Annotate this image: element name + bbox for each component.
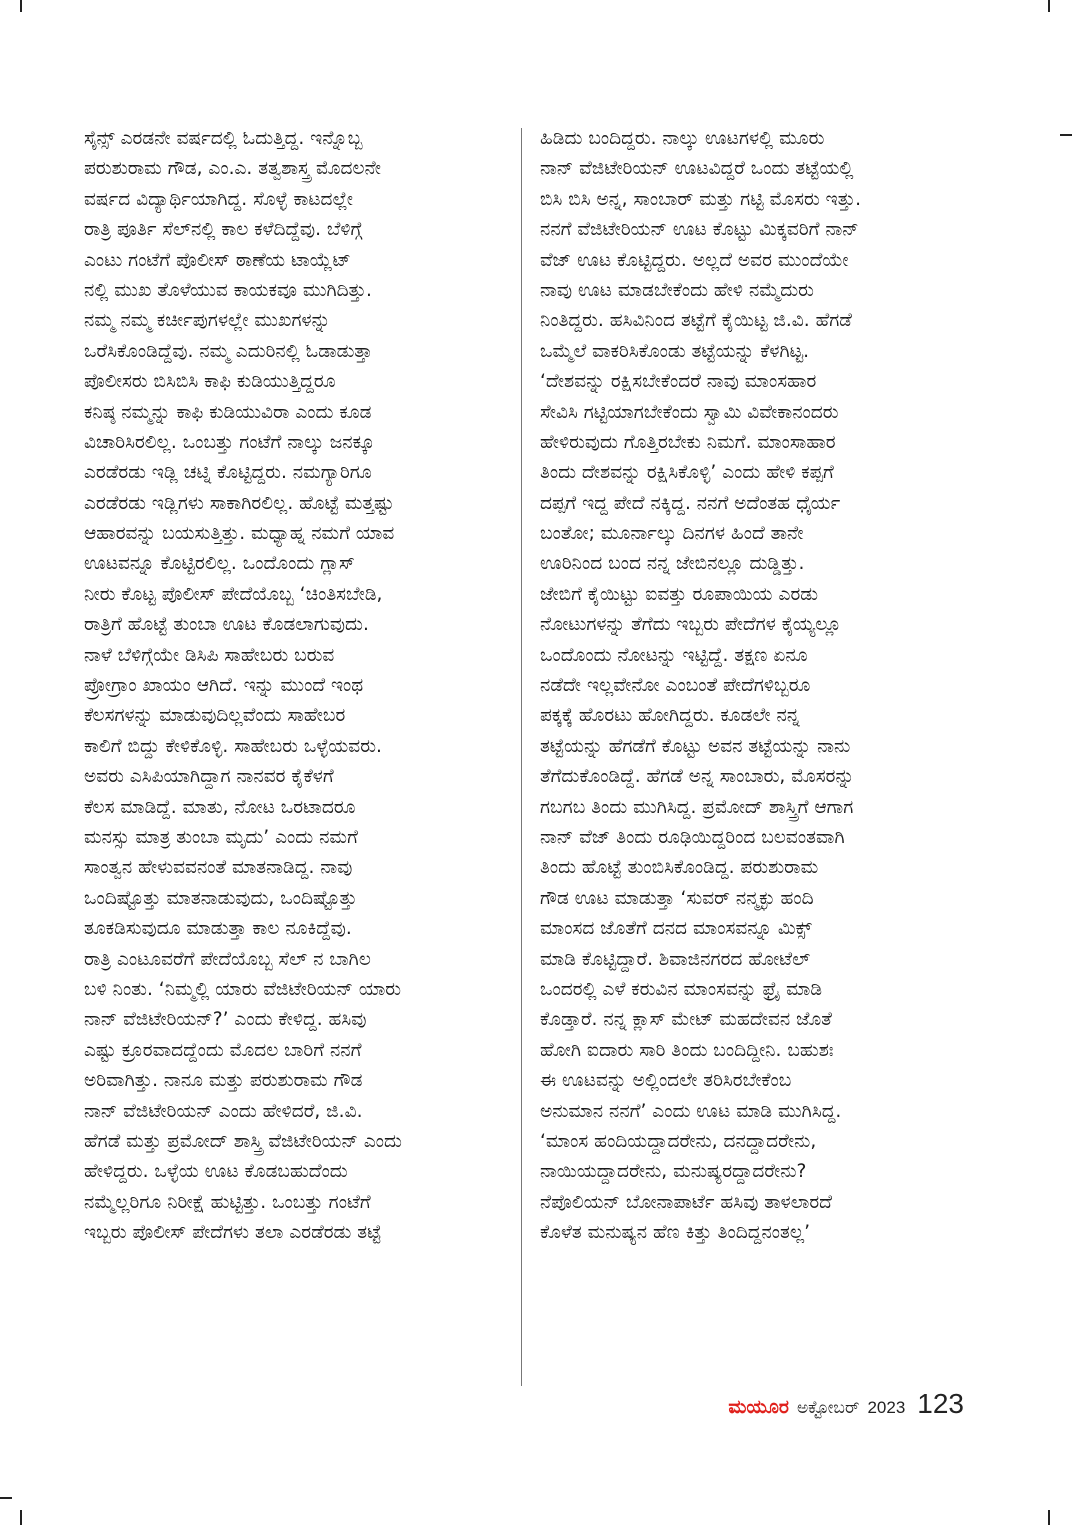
text-line: ಸೈನ್ಸ್ ಎರಡನೇ ವರ್ಷದಲ್ಲಿ ಓದುತ್ತಿದ್ದ. ಇನ್ನೊಬ್ಬ — [84, 128, 363, 149]
text-line: ನನಗೆ ವೆಜಿಟೇರಿಯನ್ ಊಟ ಕೊಟ್ಟು ಮಿಕ್ಕವರಿಗೆ ನಾನ್ — [540, 219, 859, 241]
text-line: ತೂಕಡಿಸುವುದೂ ಮಾಡುತ್ತಾ ಕಾಲ ನೂಕಿದ್ದೆವು. — [84, 918, 352, 940]
column-divider — [521, 128, 522, 1386]
text-line: ಸಾಂತ್ವನ ಹೇಳುವವನಂತೆ ಮಾತನಾಡಿದ್ದ. ನಾವು — [84, 857, 353, 879]
text-line: ಎಂಟು ಗಂಟೆಗೆ ಪೊಲೀಸ್ ಠಾಣೆಯ ಟಾಯ್ಲೆಟ್ — [84, 249, 351, 271]
crop-mark-top-right — [1048, 0, 1050, 12]
text-line: ನಲ್ಲಿ ಮುಖ ತೊಳೆಯುವ ಕಾಯಕವೂ ಮುಗಿದಿತ್ತು. — [84, 279, 372, 301]
text-line: ಕೊಡ್ತಾರೆ. ನನ್ನ ಕ್ಲಾಸ್ ಮೇಟ್ ಮಹದೇವನ ಜೊತೆ — [540, 1009, 832, 1031]
text-line: ಬಂತೋ; ಮೂರ್ನಾಲ್ಕು ದಿನಗಳ ಹಿಂದೆ ತಾನೇ — [540, 523, 804, 545]
text-line: ತಿಂದು ದೇಶವನ್ನು ರಕ್ಷಿಸಿಕೊಳ್ಳಿ’ ಎಂದು ಹೇಳಿ ಕಪ್ಪಗೆ — [540, 462, 834, 484]
text-line: ನಡೆದೇ ಇಲ್ಲವೇನೋ ಎಂಬಂತೆ ಪೇದೆಗಳಿಬ್ಬರೂ — [540, 675, 811, 697]
text-line: ನಾವು ಊಟ ಮಾಡಬೇಕೆಂದು ಹೇಳಿ ನಮ್ಮೆದುರು — [540, 279, 814, 301]
text-line: ನೀರು ಕೊಟ್ಟ ಪೊಲೀಸ್ ಪೇದೆಯೊಬ್ಬ ‘ಚಿಂತಿಸಬೇಡಿ, — [84, 583, 383, 605]
text-line: ಎಷ್ಟು ಕ್ರೂರವಾದದ್ದೆಂದು ಮೊದಲ ಬಾರಿಗೆ ನನಗೆ — [84, 1039, 362, 1061]
text-line: ನಾಳೆ ಬೆಳಿಗ್ಗೆಯೇ ಡಿಸಿಪಿ ಸಾಹೇಬರು ಬರುವ — [84, 644, 335, 666]
crop-mark-bottom-right — [1048, 1510, 1050, 1525]
text-line: ಅವರು ಎಸಿಪಿಯಾಗಿದ್ದಾಗ ನಾನವರ ಕೈಕೆಳಗೆ — [84, 766, 334, 788]
text-line: ಪರುಶುರಾಮ ಗೌಡ, ಎಂ.ಎ. ತತ್ವಶಾಸ್ತ್ರ ಮೊದಲನೇ — [84, 158, 382, 180]
text-line: ನಾನ್ ವೆಜ್ ತಿಂದು ರೂಢಿಯಿದ್ದರಿಂದ ಬಲವಂತವಾಗಿ — [540, 826, 845, 848]
issue-year: 2023 — [867, 1398, 906, 1417]
text-line: ಮಾಡಿ ಕೊಟ್ಟಿದ್ದಾರೆ. ಶಿವಾಜಿನಗರದ ಹೋಟೆಲ್ — [540, 948, 811, 970]
text-line: ನಾಯಿಯದ್ದಾದರೇನು, ಮನುಷ್ಯರದ್ದಾದರೇನು? — [540, 1161, 807, 1183]
text-line: ಬಿಸಿ ಬಿಸಿ ಅನ್ನ, ಸಾಂಬಾರ್ ಮತ್ತು ಗಟ್ಟಿ ಮೊಸರು ಇತ್ತು. — [540, 188, 862, 210]
page-number: 123 — [917, 1388, 964, 1419]
text-line: ನೋಟುಗಳನ್ನು ತೆಗೆದು ಇಬ್ಬರು ಪೇದೆಗಳ ಕೈಯ್ಯಲ್ಲೂ — [540, 614, 842, 636]
text-line: ‘ಮಾಂಸ ಹಂದಿಯದ್ದಾದರೇನು, ದನದ್ದಾದರೇನು, — [540, 1130, 817, 1152]
text-line: ಕೆಲಸ ಮಾಡಿದ್ದೆ. ಮಾತು, ನೋಟ ಒರಟಾದರೂ — [84, 796, 356, 818]
text-line: ಒಂದೊಂದು ನೋಟನ್ನು ಇಟ್ಟಿದ್ದೆ. ತಕ್ಷಣ ಏನೂ — [540, 644, 808, 666]
text-line: ತಟ್ಟೆಯನ್ನು ಹೆಗಡೆಗೆ ಕೊಟ್ಟು ಅವನ ತಟ್ಟೆಯನ್ನು ನಾನು — [540, 735, 851, 757]
text-line: ಕೆಲಸಗಳನ್ನು ಮಾಡುವುದಿಲ್ಲವೆಂದು ಸಾಹೇಬರ — [84, 705, 346, 727]
text-line: ನಾನ್ ವೆಜಿಟೇರಿಯನ್ ಎಂದು ಹೇಳಿದರೆ, ಜಿ.ವಿ. — [84, 1100, 363, 1122]
text-line: ವರ್ಷದ ವಿದ್ಯಾರ್ಥಿಯಾಗಿದ್ದ. ಸೊಳ್ಳೆ ಕಾಟದಲ್ಲೇ — [84, 188, 353, 210]
text-line: ಅರಿವಾಗಿತ್ತು. ನಾನೂ ಮತ್ತು ಪರುಶುರಾಮ ಗೌಡ — [84, 1070, 363, 1092]
text-line: ಬಳಿ ನಿಂತು. ‘ನಿಮ್ಮಲ್ಲಿ ಯಾರು ವೆಜಿಟೇರಿಯನ್ ಯಾರು — [84, 978, 402, 1000]
text-line: ನಮ್ಮ ನಮ್ಮ ಕರ್ಚೀಪುಗಳಲ್ಲೇ ಮುಖಗಳನ್ನು — [84, 310, 331, 332]
text-line: ಹೇಳಿದ್ದರು. ಒಳ್ಳೆಯ ಊಟ ಕೊಡಬಹುದೆಂದು — [84, 1161, 348, 1183]
text-line: ಒಂದರಲ್ಲಿ ಎಳೆ ಕರುವಿನ ಮಾಂಸವನ್ನು ಫ್ರೈ ಮಾಡಿ — [540, 978, 823, 1000]
article-column-left — [84, 124, 508, 1248]
text-line: ಈ ಊಟವನ್ನು ಅಲ್ಲಿಂದಲೇ ತರಿಸಿರಬೇಕೆಂಬ — [540, 1070, 792, 1092]
page-footer — [728, 1388, 964, 1420]
text-line: ತಿಂದು ಹೊಟ್ಟೆ ತುಂಬಿಸಿಕೊಂಡಿದ್ದ. ಪರುಶುರಾಮ — [540, 857, 819, 879]
text-line: ಊರಿನಿಂದ ಬಂದ ನನ್ನ ಜೇಬಿನಲ್ಲೂ ದುಡ್ಡಿತ್ತು. — [540, 553, 805, 575]
text-line: ಸೇವಿಸಿ ಗಟ್ಟಿಯಾಗಬೇಕೆಂದು ಸ್ವಾಮಿ ವಿವೇಕಾನಂದರು — [540, 401, 839, 423]
text-line: ಹೋಗಿ ಐದಾರು ಸಾರಿ ತಿಂದು ಬಂದಿದ್ದೀನಿ. ಬಹುಶಃ — [540, 1039, 834, 1061]
text-line: ಆಹಾರವನ್ನು ಬಯಸುತ್ತಿತ್ತು. ಮಧ್ಯಾಹ್ನ ನಮಗೆ ಯಾವ — [84, 523, 395, 545]
text-line: ಒರೆಸಿಕೊಂಡಿದ್ದೆವು. ನಮ್ಮ ಎದುರಿನಲ್ಲಿ ಓಡಾಡುತ್ತಾ — [84, 340, 373, 362]
text-line: ಮನಸ್ಸು ಮಾತ್ರ ತುಂಬಾ ಮೃದು’ ಎಂದು ನಮಗೆ — [84, 826, 358, 848]
text-line: ಒಂದಿಷ್ಟೊತ್ತು ಮಾತನಾಡುವುದು, ಒಂದಿಷ್ಟೊತ್ತು — [84, 887, 357, 909]
text-line: ಹಿಡಿದು ಬಂದಿದ್ದರು. ನಾಲ್ಕು ಊಟಗಳಲ್ಲಿ ಮೂರು — [540, 128, 825, 149]
text-line: ಮಾಂಸದ ಜೊತೆಗೆ ದನದ ಮಾಂಸವನ್ನೂ ಮಿಕ್ಸ್ — [540, 918, 812, 940]
crop-mark-top-left — [20, 0, 22, 12]
text-line: ಕನಿಷ್ಠ ನಮ್ಮನ್ನು ಕಾಫಿ ಕುಡಿಯುವಿರಾ ಎಂದು ಕೂಡ — [84, 401, 372, 423]
text-line: ತೆಗೆದುಕೊಂಡಿದ್ದೆ. ಹೆಗಡೆ ಅನ್ನ ಸಾಂಬಾರು, ಮೊಸರನ್ನು — [540, 766, 855, 788]
crop-mark-right-top — [1060, 134, 1072, 136]
text-line: ಕೊಳೆತ ಮನುಷ್ಯನ ಹೆಣ ಕಿತ್ತು ತಿಂದಿದ್ದನಂತಲ್ಲ’ — [540, 1222, 811, 1244]
text-line: ರಾತ್ರಿ ಎಂಟೂವರೆಗೆ ಪೇದೆಯೊಬ್ಬ ಸೆಲ್ ನ ಬಾಗಿಲ — [84, 948, 371, 970]
magazine-brand: ಮಯೂರ — [728, 1396, 789, 1418]
text-line: ವಿಚಾರಿಸಿರಲಿಲ್ಲ. ಒಂಬತ್ತು ಗಂಟೆಗೆ ನಾಲ್ಕು ಜನಕ್ಕೂ — [84, 431, 375, 453]
text-line: ಗಬಗಬ ತಿಂದು ಮುಗಿಸಿದ್ದ. ಪ್ರಮೋದ್ ಶಾಸ್ತ್ರಿಗೆ ಆಗಾಗ — [540, 796, 854, 818]
text-line: ಪ್ರೋಗ್ರಾಂ ಖಾಯಂ ಆಗಿದೆ. ಇನ್ನು ಮುಂದೆ ಇಂಥ — [84, 675, 364, 697]
issue-month: ಅಕ್ಟೋಬರ್ — [796, 1398, 860, 1418]
crop-mark-left-bottom — [0, 1497, 12, 1499]
text-line: ವೆಜ್ ಊಟ ಕೊಟ್ಟಿದ್ದರು. ಅಲ್ಲದೆ ಅವರ ಮುಂದೆಯೇ — [540, 249, 849, 271]
text-line: ಇಬ್ಬರು ಪೊಲೀಸ್ ಪೇದೆಗಳು ತಲಾ ಎರಡೆರಡು ತಟ್ಟೆ — [84, 1222, 382, 1244]
text-line: ಕಾಲಿಗೆ ಬಿದ್ದು ಕೇಳಿಕೊಳ್ಳಿ. ಸಾಹೇಬರು ಒಳ್ಳೆಯವರು. — [84, 735, 382, 757]
text-line: ಗೌಡ ಊಟ ಮಾಡುತ್ತಾ ‘ಸುವರ್ ನನ್ಮಕ್ಳು ಹಂದಿ — [540, 887, 814, 909]
text-line: ಜೇಬಿಗೆ ಕೈಯಿಟ್ಟು ಐವತ್ತು ರೂಪಾಯಿಯ ಎರಡು — [540, 583, 819, 605]
text-line: ರಾತ್ರಿ ಪೂರ್ತಿ ಸೆಲ್‌ನಲ್ಲಿ ಕಾಲ ಕಳೆದಿದ್ದೆವು. ಬೆಳಿಗ್ಗೆ — [84, 219, 363, 241]
text-line: ಹೇಳಿರುವುದು ಗೊತ್ತಿರಬೇಕು ನಿಮಗೆ. ಮಾಂಸಾಹಾರ — [540, 431, 836, 453]
text-line: ಪೊಲೀಸರು ಬಿಸಿಬಿಸಿ ಕಾಫಿ ಕುಡಿಯುತ್ತಿದ್ದರೂ — [84, 371, 336, 393]
text-line: ನಾನ್ ವೆಜಿಟೇರಿಯನ್?’ ಎಂದು ಕೇಳಿದ್ದ. ಹಸಿವು — [84, 1009, 367, 1031]
text-line: ಹೆಗಡೆ ಮತ್ತು ಪ್ರಮೋದ್ ಶಾಸ್ತ್ರಿ ವೆಜಿಟೇರಿಯನ್ ಎಂದು — [84, 1130, 402, 1152]
text-line: ದಪ್ಪಗೆ ಇದ್ದ ಪೇದೆ ನಕ್ಕಿದ್ದ. ನನಗೆ ಅದೆಂತಹ ಧೈರ್ಯ — [540, 492, 841, 514]
text-line: ನಾನ್ ವೆಜಿಟೇರಿಯನ್ ಊಟವಿದ್ದರೆ ಒಂದು ತಟ್ಟೆಯಲ್ಲಿ — [540, 158, 854, 180]
text-line: ‘ದೇಶವನ್ನು ರಕ್ಷಿಸಬೇಕೆಂದರೆ ನಾವು ಮಾಂಸಹಾರ — [540, 371, 817, 393]
text-line: ಎರಡೆರಡು ಇಡ್ಲಿಗಳು ಸಾಕಾಗಿರಲಿಲ್ಲ. ಹೊಟ್ಟೆ ಮತ್ತಷ್ಟು — [84, 492, 394, 514]
text-line: ಊಟವನ್ನೂ ಕೊಟ್ಟಿರಲಿಲ್ಲ. ಒಂದೊಂದು ಗ್ಲಾಸ್ — [84, 553, 355, 575]
text-line: ರಾತ್ರಿಗೆ ಹೊಟ್ಟೆ ತುಂಬಾ ಊಟ ಕೊಡಲಾಗುವುದು. — [84, 614, 369, 636]
article-column-right — [540, 124, 964, 1248]
crop-mark-bottom-left — [20, 1510, 22, 1525]
text-line: ಅನುಮಾನ ನನಗೆ’ ಎಂದು ಊಟ ಮಾಡಿ ಮುಗಿಸಿದ್ದ. — [540, 1100, 842, 1122]
text-line: ಎರಡೆರಡು ಇಡ್ಲಿ ಚಟ್ನಿ ಕೊಟ್ಟಿದ್ದರು. ನಮಗ್ಯಾರಿಗೂ — [84, 462, 372, 484]
text-line: ಒಮ್ಮೆಲೆ ವಾಕರಿಸಿಕೊಂಡು ತಟ್ಟೆಯನ್ನು ಕೆಳಗಿಟ್ಟ. — [540, 340, 810, 362]
text-line: ನೆಪೊಲಿಯನ್ ಬೋನಾಪಾರ್ಟೆ ಹಸಿವು ತಾಳಲಾರದೆ — [540, 1191, 832, 1213]
text-line: ನಿಂತಿದ್ದರು. ಹಸಿವಿನಿಂದ ತಟ್ಟೆಗೆ ಕೈಯಿಟ್ಟ ಜಿ.ವಿ. ಹೆಗಡೆ — [540, 310, 852, 332]
text-line: ಪಕ್ಕಕ್ಕೆ ಹೊರಟು ಹೋಗಿದ್ದರು. ಕೂಡಲೇ ನನ್ನ — [540, 705, 800, 727]
text-line: ನಮ್ಮೆಲ್ಲರಿಗೂ ನಿರೀಕ್ಷೆ ಹುಟ್ಟಿತ್ತು. ಒಂಬತ್ತು ಗಂಟೆಗೆ — [84, 1191, 371, 1213]
